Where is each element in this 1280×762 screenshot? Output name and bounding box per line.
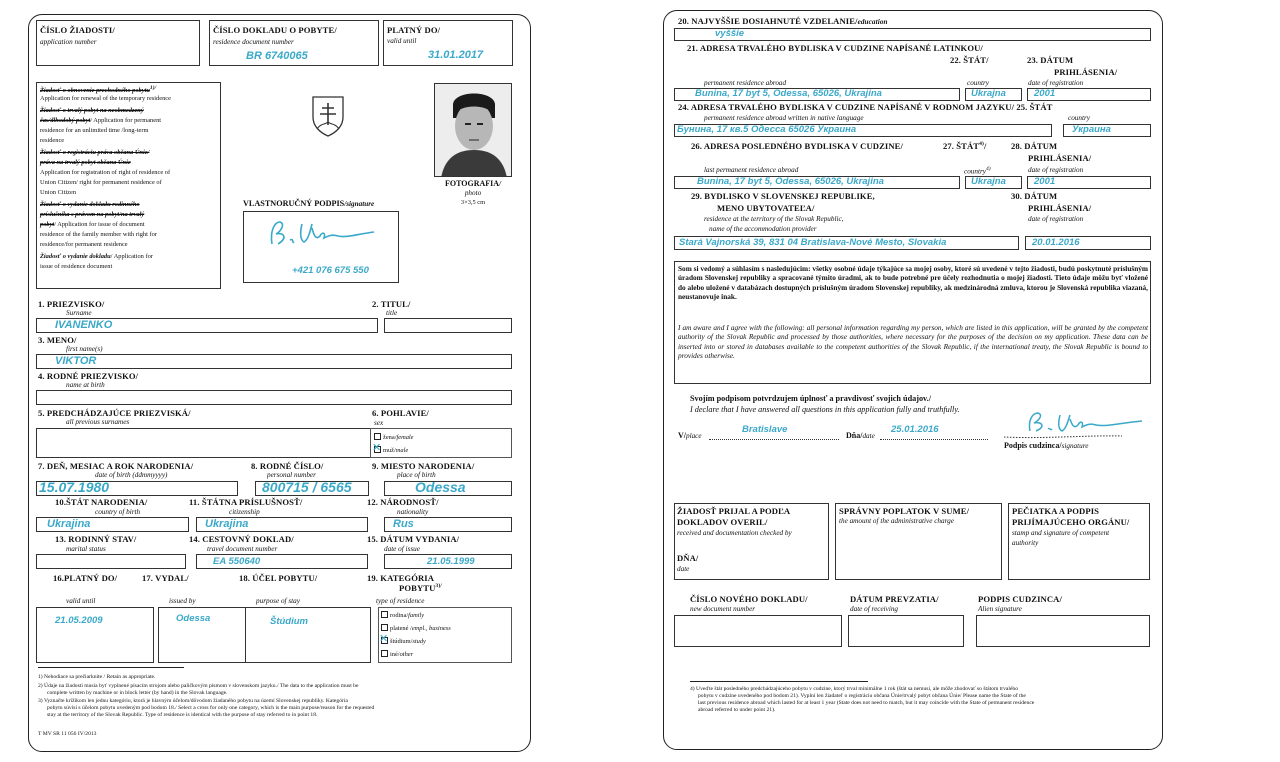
footnote-4b: pobytu v cudzine uvedeného pod bodom 21). Vyplní len žiadateľ o registráciu občana Únie/trvalý pobyt občana Únie/ Please name the State of the: [698, 693, 1026, 699]
footnote-4c: last previous residence abroad which lasted for at least 1 year (State does not need to match, but it may coincide with the State of permanent residence: [698, 700, 1035, 706]
first-name-label: 3. MENO/: [38, 335, 77, 345]
last-residence-value: Bunina, 17 byt 5, Odessa, 65026, Ukrajina: [697, 176, 884, 187]
first-name-value: VIKTOR: [55, 355, 97, 367]
purpose-renewal-temporary-en: Application for renewal of the temporary residence: [40, 95, 171, 102]
permanent-address-native-sub: permanent residence abroad written in native language: [704, 114, 864, 122]
administrative-fee-label: SPRÁVNY POPLATOK V SUME/: [839, 506, 970, 516]
marital-status-label: 13. RODINNÝ STAV/: [55, 534, 137, 544]
residence-category-options: [378, 607, 512, 663]
study-label: štúdium/: [390, 638, 413, 645]
surname-field[interactable]: [36, 318, 378, 333]
residence-category-sub: type of residence: [376, 597, 425, 605]
nationality-sub: nationality: [397, 508, 429, 516]
travel-document-label: 14. CESTOVNÝ DOKLAD/: [189, 534, 294, 544]
nationality-label: 12. NÁRODNOSŤ/: [367, 497, 439, 507]
marital-status-field[interactable]: [36, 554, 186, 569]
purpose-eu-registration-en-2: Union Citizen/ right for permanent residence of: [40, 179, 162, 186]
travel-document-field[interactable]: [196, 554, 368, 569]
country-22-label: 22. ŠTÁT/: [950, 55, 989, 65]
date-of-birth-field[interactable]: [36, 481, 238, 496]
form-code: T MV SR 11 056 IV/2013: [38, 731, 97, 737]
footnote-1: 1) Nehodiace sa prečiarknite / Retain as appropriate.: [38, 674, 156, 680]
footnote-2: 2) Údaje na žiadosti musia byť vyplnené písacím strojom alebo paličkovým písmom v slovenskom jazyku./ The data to the application must be: [38, 683, 359, 689]
purpose-eu-registration-sk[interactable]: Žiadosť o registráciu práva občana Únie/: [40, 149, 150, 156]
personal-number-value: 800715 / 6565: [262, 479, 352, 495]
sex-options-box: [370, 428, 512, 458]
date-line: [880, 439, 988, 440]
education-sub: education: [857, 18, 888, 26]
male-label-en: male: [395, 447, 409, 454]
purpose-family-member-en-3: residence/for permanent residence: [40, 241, 128, 248]
application-purpose-box: [36, 82, 221, 289]
country-of-birth-field[interactable]: [36, 517, 189, 532]
slovak-coat-of-arms-icon: [311, 95, 345, 137]
data-consent-en: I am aware and I agree with the following: all personal information regarding my person, which are listed in this application, will be granted by the competent authority of the Slovak Republic and processed by those authorities, where necessary for the purposes of the decision on my application. These data can be inserted into or stored in databases available to the competent authorities of the Slovak Republic, if the international treaty, the Slovak Republic is bound to provides otherwise.: [678, 323, 1148, 361]
residence-document-number-box[interactable]: [209, 20, 379, 66]
country-22-value: Ukrajna: [971, 88, 1006, 99]
date-sub: date: [862, 432, 875, 440]
date-30-field[interactable]: [1025, 236, 1151, 250]
data-consent-box: [674, 261, 1151, 384]
permanent-address-latin-field[interactable]: [674, 88, 960, 101]
date-of-birth-sub: date of birth (ddmmyyyy): [95, 471, 168, 479]
photo-label-slash: /: [499, 180, 502, 188]
country-of-birth-value: Ukrajina: [47, 518, 91, 530]
female-label: žena/: [383, 434, 397, 441]
passport-valid-until-sub: valid until: [66, 597, 96, 605]
received-by-box[interactable]: [674, 503, 829, 580]
nationality-field[interactable]: [384, 517, 512, 532]
purpose-of-stay-field[interactable]: [245, 607, 371, 663]
date-label: Dňa/: [846, 431, 863, 440]
date-of-issue-sub: date of issue: [384, 545, 420, 553]
purpose-family-member-sk[interactable]: Žiadosť o vydanie dokladu rodinného: [40, 201, 140, 208]
purpose-family-member-en-2: residence of the family member with right for: [40, 231, 157, 238]
authority-stamp-box[interactable]: [1008, 503, 1150, 580]
signature-sub-back: signature: [1061, 442, 1089, 450]
purpose-family-member-sk-2: príslušníka s právom na pobyt/na trvalý: [40, 211, 145, 218]
declaration-en: I declare that I have answered all questions in this application fully and truthfully.: [690, 405, 960, 414]
category-option-other[interactable]: [381, 650, 413, 659]
date-of-issue-label: 15. DÁTUM VYDANIA/: [367, 534, 460, 544]
purpose-residence-document-sk[interactable]: Žiadosť o vydanie dokladu: [40, 253, 111, 260]
date-28-sub: date of registration: [1028, 166, 1084, 174]
country-22-field[interactable]: [965, 88, 1022, 101]
administrative-fee-box[interactable]: [835, 503, 1002, 580]
footnote-3c: stay at the territory of the Slovak Republic. Type of residence is identical with the purpose of stay referred to in point 18.: [47, 712, 318, 718]
purpose-eu-registration-en-1: Application for registration of right of residence of: [40, 169, 171, 176]
footnote-mark-3: 3)/: [435, 583, 442, 590]
previous-surnames-sub: all previous surnames: [66, 418, 130, 426]
name-at-birth-field[interactable]: [36, 390, 512, 405]
previous-surnames-field[interactable]: [36, 428, 371, 458]
purpose-eu-registration-en-3: Union Citizen: [40, 189, 77, 196]
authority-stamp-sub: stamp and signature of competent: [1012, 529, 1110, 537]
other-label: iné/: [390, 651, 400, 658]
personal-number-sub: personal number: [267, 471, 316, 479]
place-value[interactable]: Bratislave: [742, 424, 788, 435]
application-number-sub: application number: [40, 38, 97, 46]
form-page-back: [663, 10, 1163, 750]
purpose-of-stay-sub: purpose of stay: [256, 597, 300, 605]
country-22-sub: country: [967, 79, 989, 87]
citizenship-value: Ukrajina: [205, 518, 249, 530]
permanent-address-latin-sub: permanent residence abroad: [704, 79, 787, 87]
date-30-label-2: PRIHLÁSENIA/: [1028, 203, 1092, 213]
date-of-receiving-label: DÁTUM PREVZATIA/: [850, 594, 939, 604]
date-23-field[interactable]: [1027, 88, 1151, 101]
signature-label-sub: /signature: [344, 200, 375, 208]
footnote-3b: pobytu súvisí s účelom pobytu uvedeným pod bodom 18./ Select a cross for only one category, which is the main purpose/reason for the requested: [47, 705, 375, 711]
name-at-birth-label: 4. RODNÉ PRIEZVISKO/: [38, 371, 139, 381]
administrative-fee-sub: the amount of the administrative charge: [839, 517, 954, 525]
valid-until-value: 31.01.2017: [428, 49, 484, 61]
date-of-receiving-field[interactable]: [848, 615, 964, 647]
received-by-sub: received and documentation checked by: [677, 529, 792, 537]
valid-until-box[interactable]: [383, 20, 513, 66]
purpose-family-member-sk-3: pobyt: [40, 221, 55, 228]
title-label: 2. TITUL/: [372, 299, 411, 309]
country-25-value: Украина: [1072, 124, 1111, 135]
slovak-residence-label: 29. BYDLISKO V SLOVENSKEJ REPUBLIKE,: [691, 191, 875, 201]
purpose-permanent-en-1: / Application for permanent: [90, 117, 162, 124]
purpose-permanent-en-3: residence: [40, 137, 65, 144]
date-30-value: 20.01.2016: [1032, 237, 1080, 248]
country-27-label: 27. ŠTÁT: [943, 141, 980, 151]
other-label-en: other: [399, 651, 414, 658]
date-28-label-2: PRIHLÁSENIA/: [1028, 153, 1092, 163]
passport-valid-until-field[interactable]: [36, 607, 154, 663]
date-23-value: 2001: [1034, 88, 1056, 99]
country-27-sub-footnote: 4): [985, 166, 991, 172]
education-field[interactable]: [674, 28, 1151, 41]
permanent-address-native-label: 24. ADRESA TRVALÉHO BYDLISKA V CUDZINE NAPÍSANÉ V RODNOM JAZYKU/ 25. ŠTÁT: [678, 102, 1053, 112]
date-value[interactable]: 25.01.2016: [891, 424, 939, 435]
slovak-residence-sub-2: name of the accommodation provider: [709, 225, 817, 233]
education-value: vyššie: [715, 28, 745, 39]
purpose-of-stay-label: 18. ÚČEL POBYTU/: [239, 573, 318, 583]
purpose-permanent-en-2: residence for an unlimited time /long-term: [40, 127, 149, 134]
photo-sub: photo: [464, 189, 482, 197]
received-by-label: ŽIADOSŤ PRIJAL A PODĽA: [677, 506, 791, 516]
personal-number-field[interactable]: [255, 481, 369, 496]
date-of-issue-field[interactable]: [384, 554, 512, 569]
residence-document-number-value: BR 6740065: [246, 50, 308, 62]
purpose-family-member-en-1: / Application for issue of document: [54, 221, 145, 228]
citizenship-field[interactable]: [196, 517, 368, 532]
purpose-renewal-temporary[interactable]: Žiadosť o obnovenie prechodného pobytu: [40, 87, 150, 95]
alien-signature-sub: Alien signature: [978, 605, 1022, 613]
footnote-mark: 1)/: [149, 85, 157, 91]
male-checked-mark-icon: ✕: [372, 441, 382, 454]
first-name-sub: first name(s): [66, 345, 103, 353]
footnote-divider-back: [690, 681, 868, 682]
female-checkbox[interactable]: [374, 433, 381, 440]
date-of-receiving-sub: date of receiving: [850, 605, 899, 613]
purpose-of-stay-value: Štúdium: [270, 616, 308, 627]
date-23-label-2: PRIHLÁSENIA/: [1054, 67, 1118, 77]
photo-size: 3×3,5 cm: [460, 199, 486, 206]
place-label: V/: [678, 431, 686, 440]
country-27-slash: /: [984, 141, 987, 151]
footnote-4: 4) Uveďte štát posledného predchádzajúceho pobytu v cudzine, ktorý trval minimálne 1 rok (štát sa nemusí, ale môže zhodovať so štátom trvalého: [690, 686, 1019, 692]
citizenship-sub: citizenship: [229, 508, 260, 516]
handwritten-signature: [266, 218, 378, 252]
purpose-eu-registration-sk-2: práva na trvalý pobyt občana Únie: [40, 159, 131, 166]
surname-sub: Surname: [66, 309, 92, 317]
permanent-address-native-field[interactable]: [674, 124, 1052, 137]
place-of-birth-field[interactable]: [384, 481, 512, 496]
place-sub: place: [686, 432, 702, 440]
issued-by-value: Odessa: [176, 613, 211, 624]
family-checkbox[interactable]: [381, 611, 388, 618]
date-23-sub: date of registration: [1028, 79, 1084, 87]
authority-stamp-label: PEČIATKA A PODPIS: [1012, 506, 1100, 516]
date-of-issue-value: 21.05.1999: [427, 556, 475, 567]
family-label: rodina/: [390, 612, 409, 619]
received-date-label: DŇA/: [677, 553, 699, 563]
female-label-en: female: [396, 434, 414, 441]
application-number-label: ČÍSLO ŽIADOSTI/: [40, 25, 115, 35]
date-30-sub: date of registration: [1028, 215, 1084, 223]
last-residence-sub: last permanent residence abroad: [704, 166, 799, 174]
sex-sub: sex: [374, 419, 384, 427]
other-checkbox[interactable]: [381, 650, 388, 657]
footnote-3: 3) Vyznačte krížikom len jednu kategóriu, ktorá je hlavným účelom/dôvodom žiadaného pobytu na území Slovenskej republiky. Kategória: [38, 698, 348, 704]
study-label-en: study: [412, 638, 426, 645]
employment-label-en: empl., business: [411, 625, 451, 632]
signature-label-back: Podpis cudzinca/: [1004, 441, 1062, 450]
category-option-family[interactable]: [381, 611, 424, 620]
footnote-2b: complete written by machine or in block letter (by hand) in the Slovak language.: [47, 690, 228, 696]
applicant-signature[interactable]: [1002, 409, 1147, 441]
data-consent-sk: Som si vedomý a súhlasím s nasledujúcim: všetky osobné údaje týkajúce sa mojej osoby, ktoré sú uvedené v tejto žiadosti, budú poskytnuté príslušným úradom Slovenskej republiky a spracované týmito úradmi, ak to bude potrebné pre účely rozhodnutia o mojej žiadosti. Tieto údaje môžu byť vložené do alebo uložené v databázach dostupných príslušným úradom Slovenskej republiky, ak medzinárodná zmluva, ktorou je Slovenská republika viazaná, neustanovuje inak.: [678, 264, 1148, 302]
application-number-box[interactable]: [36, 20, 200, 66]
permanent-address-latin-value: Bunina, 17 byt 5, Odessa, 65026, Ukrajina: [695, 88, 882, 99]
travel-document-sub: travel document number: [207, 545, 278, 553]
place-line: [709, 439, 839, 440]
passport-valid-until-label: 16.PLATNÝ DO/: [53, 573, 118, 583]
received-by-label-2: DOKLADOV OVERIL/: [677, 517, 768, 527]
valid-until-label: PLATNÝ DO/: [387, 25, 441, 35]
new-document-number-field[interactable]: [674, 615, 842, 647]
alien-signature-field[interactable]: [976, 615, 1150, 647]
new-document-number-sub: new document number: [690, 605, 756, 613]
date-28-field[interactable]: [1027, 176, 1151, 189]
marital-status-sub: marital status: [66, 545, 106, 553]
residence-category-label: 19. KATEGÓRIA: [367, 573, 435, 583]
date-30-label: 30. DÁTUM: [1011, 191, 1058, 201]
footnote-mark-4: 4): [979, 141, 985, 148]
alien-signature-label: PODPIS CUDZINCA/: [978, 594, 1062, 604]
employment-checkbox[interactable]: [381, 624, 388, 631]
title-field[interactable]: [384, 318, 512, 333]
country-27-sub: country: [964, 167, 986, 176]
country-25-sub: country: [1068, 114, 1090, 122]
sex-label: 6. POHLAVIE/: [372, 408, 429, 418]
new-document-number-label: ČÍSLO NOVÉHO DOKLADU/: [690, 594, 808, 604]
country-of-birth-sub: country of birth: [95, 508, 141, 516]
date-of-birth-value: 15.07.1980: [39, 479, 110, 495]
citizenship-label: 11. ŠTÁTNA PRÍSLUŠNOSŤ/: [189, 497, 303, 507]
purpose-residence-document-en-2: issue of residence document: [40, 263, 113, 270]
purpose-permanent-sk-2: čas/dlhodobý pobyt: [40, 117, 91, 124]
form-page-front: [28, 14, 531, 752]
travel-document-value: EA 550640: [213, 556, 261, 567]
applicant-photo: [434, 83, 512, 177]
date-28-value: 2001: [1034, 176, 1056, 187]
education-label: 20. NAJVYŠŠIE DOSIAHNUTÉ VZDELANIE/: [678, 16, 858, 26]
residence-category-label-2: POBYTU: [399, 583, 436, 593]
authority-stamp-sub-2: authority: [1012, 539, 1039, 547]
signature-box[interactable]: [243, 211, 399, 283]
surname-label: 1. PRIEZVISKO/: [38, 299, 105, 309]
country-of-birth-label: 10.ŠTÁT NARODENIA/: [55, 497, 148, 507]
place-of-birth-sub: place of birth: [397, 471, 436, 479]
surname-value: IVANENKO: [55, 319, 113, 331]
received-date-sub: date: [677, 565, 690, 573]
country-27-value: Ukrajna: [971, 176, 1006, 187]
photo-label: FOTOGRAFIA: [444, 179, 500, 188]
footnote-4d: abroad referred to under point 21).: [698, 707, 776, 713]
title-sub: title: [386, 309, 398, 317]
last-residence-field[interactable]: [674, 176, 960, 189]
employment-label: platené /: [390, 625, 412, 632]
country-27-field[interactable]: [965, 176, 1022, 189]
date-23-label: 23. DÁTUM: [1027, 55, 1074, 65]
slovak-residence-value: Stará Vajnorská 39, 831 04 Bratislava-Nové Mesto, Slovakia: [679, 237, 947, 248]
declaration-sk: Svojím podpisom potvrdzujem úplnosť a pravdivosť svojich údajov./: [690, 394, 932, 403]
study-checked-mark-icon: ✕: [379, 632, 389, 645]
nationality-value: Rus: [393, 518, 414, 530]
date-28-label: 28. DÁTUM: [1011, 141, 1058, 151]
footnote-divider: [38, 667, 184, 668]
purpose-permanent-sk[interactable]: Žiadosť o trvalý pobyt na neobmedzený: [40, 107, 144, 114]
family-label-en: family: [408, 612, 425, 619]
male-label: muž/: [383, 447, 396, 454]
slovak-residence-field[interactable]: [674, 236, 1019, 250]
place-of-birth-value: Odessa: [415, 479, 466, 495]
issued-by-label: 17. VYDAL/: [142, 573, 189, 583]
slovak-residence-label-2: MENO UBYTOVATEĽA/: [717, 203, 815, 213]
purpose-residence-document-en-1: / Application for: [110, 253, 153, 260]
date-of-birth-label: 7. DEŇ, MESIAC A ROK NARODENIA/: [38, 461, 194, 471]
residence-document-number-label: ČÍSLO DOKLADU O POBYTE/: [213, 25, 337, 35]
slovak-residence-sub: residence at the territory of the Slovak Republic,: [704, 215, 844, 223]
first-name-field[interactable]: [36, 354, 512, 369]
previous-surnames-label: 5. PREDCHÁDZAJÚCE PRIEZVISKÁ/: [38, 408, 191, 418]
valid-until-sub: valid until: [387, 37, 417, 45]
authority-stamp-label-2: PRIJÍMAJÚCEHO ORGÁNU/: [1012, 517, 1130, 527]
signature-label: VLASTNORUČNÝ PODPIS: [243, 199, 345, 208]
permanent-address-native-value: Бунина, 17 кв.5 Одесса 65026 Украина: [677, 124, 857, 135]
issued-by-sub: issued by: [169, 597, 196, 605]
phone-number-value: +421 076 675 550: [292, 265, 369, 276]
category-option-employment[interactable]: [381, 624, 451, 633]
residence-document-number-sub: residence document number: [213, 38, 294, 46]
personal-number-label: 8. RODNÉ ČÍSLO/: [251, 461, 324, 471]
last-residence-label: 26. ADRESA POSLEDNÉHO BYDLISKA V CUDZINE/: [691, 141, 903, 151]
passport-valid-until-value: 21.05.2009: [55, 615, 103, 626]
country-25-field[interactable]: [1063, 124, 1151, 137]
permanent-address-latin-label: 21. ADRESA TRVALÉHO BYDLISKA V CUDZINE NAPÍSANÉ LATINKOU/: [687, 43, 983, 53]
name-at-birth-sub: name at birth: [66, 381, 105, 389]
place-of-birth-label: 9. MIESTO NARODENIA/: [372, 461, 475, 471]
